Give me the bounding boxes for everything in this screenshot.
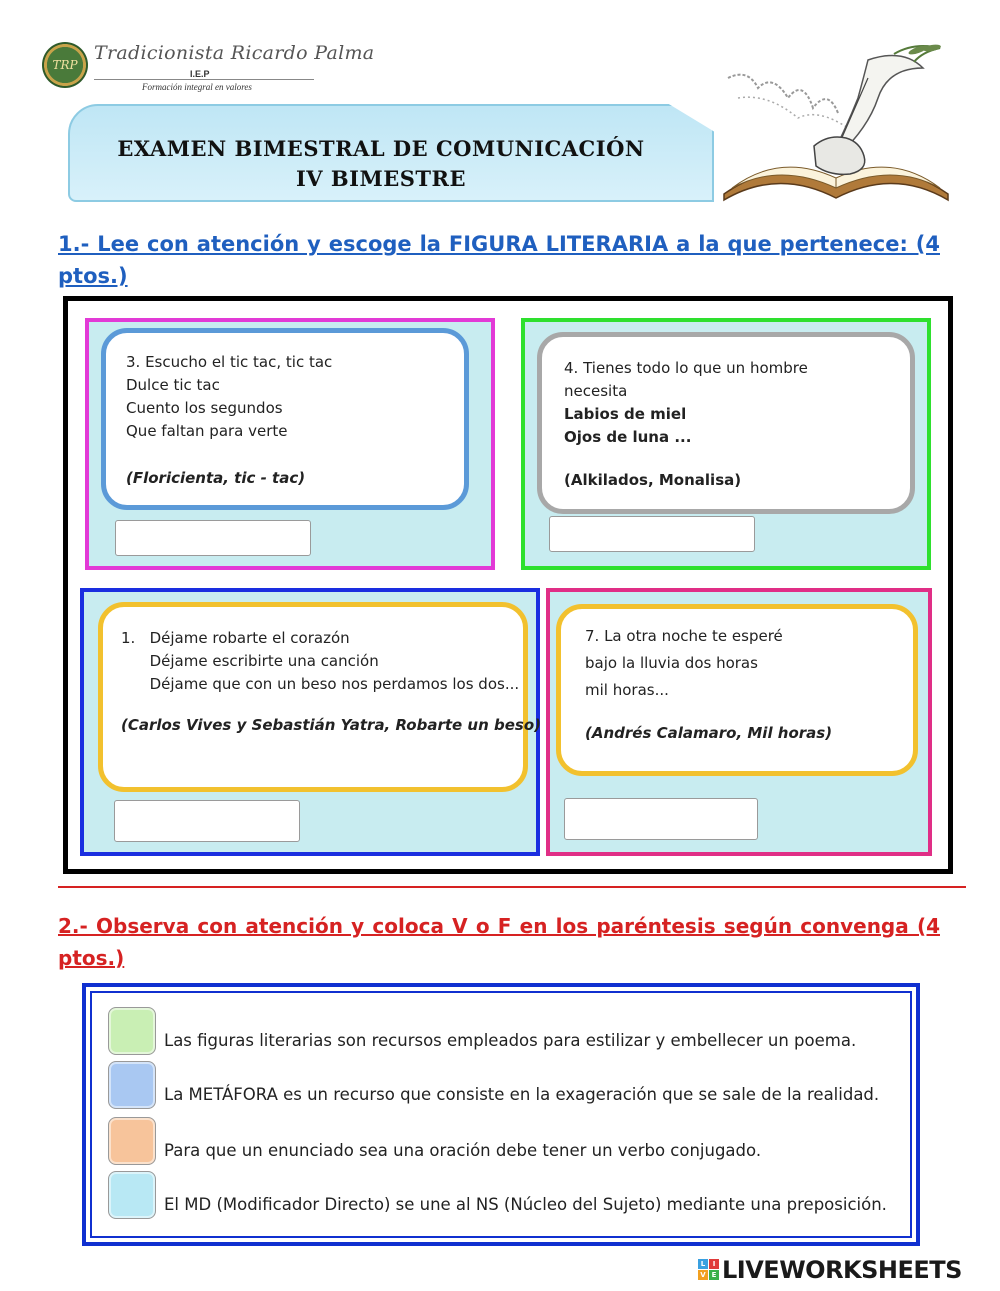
answer-box[interactable]	[108, 1007, 156, 1055]
poem-text: 4. Tienes todo lo que un hombre necesita Labios de miel Ojos de luna ... (Alkilados, Monalisa)	[564, 359, 808, 489]
poem-card	[98, 602, 541, 792]
card-panel	[85, 318, 495, 570]
liveworksheets-grid-icon: L I V E	[698, 1259, 720, 1281]
school-seal-icon: TRP	[42, 42, 88, 88]
book-quill-icon	[718, 38, 954, 206]
card-panel	[546, 588, 932, 856]
statement-text: Las figuras literarias son recursos empleados para estilizar y embellecer un poema.	[164, 1031, 857, 1050]
section-divider	[58, 886, 966, 888]
answer-input[interactable]	[564, 798, 758, 840]
answer-box[interactable]	[108, 1117, 156, 1165]
school-name: Tradicionista Ricardo Palma	[94, 42, 375, 64]
poem-text: 7. La otra noche te esperé bajo la lluvia dos horas mil horas... (Andrés Calamaro, Mil horas)	[585, 627, 833, 742]
logo-divider	[94, 79, 314, 80]
exam-subtitle: IV BIMESTRE	[295, 166, 466, 191]
statement-row	[92, 1007, 912, 1059]
question1-heading: 1.- Lee con atención y escoge la FIGURA LITERARIA a la que pertenece: (4 ptos.)	[58, 232, 940, 288]
poem-text: 1. Déjame robarte el corazón Déjame escribirte una canción Déjame que con un beso nos perdamos los dos... (Carlos Vives y Sebastián Yatra, Robarte un beso)	[121, 629, 541, 734]
activity1-frame	[63, 296, 953, 874]
exam-title: EXAMEN BIMESTRAL DE COMUNICACIÓN	[117, 136, 645, 161]
statement-text: El MD (Modificador Directo) se une al NS (Núcleo del Sujeto) mediante una preposición.	[164, 1195, 887, 1214]
answer-input[interactable]	[114, 800, 300, 842]
question2-heading: 2.- Observa con atención y coloca V o F en los paréntesis según convenga (4 ptos.)	[58, 914, 940, 970]
poem-text: 3. Escucho el tic tac, tic tac Dulce tic tac Cuento los segundos Que faltan para verte (Floricienta, tic - tac)	[126, 353, 333, 487]
school-motto: Formación integral en valores	[142, 82, 252, 92]
statement-text: Para que un enunciado sea una oración debe tener un verbo conjugado.	[164, 1141, 762, 1160]
statement-row	[92, 1061, 912, 1113]
statement-row	[92, 1171, 912, 1223]
activity2-inner	[90, 991, 912, 1238]
answer-input[interactable]	[115, 520, 311, 556]
school-type: I.E.P	[190, 69, 210, 79]
activity2-frame	[82, 983, 920, 1246]
statement-row	[92, 1117, 912, 1169]
card-panel	[80, 588, 540, 856]
poem-card	[556, 604, 918, 776]
statement-text: La METÁFORA es un recurso que consiste en la exageración que se sale de la realidad.	[164, 1085, 880, 1104]
liveworksheets-logo	[698, 1256, 994, 1286]
school-logo	[42, 40, 375, 100]
answer-box[interactable]	[108, 1171, 156, 1219]
answer-box[interactable]	[108, 1061, 156, 1109]
answer-input[interactable]	[549, 516, 755, 552]
poem-card	[101, 328, 469, 510]
poem-card	[537, 332, 915, 514]
card-panel	[521, 318, 931, 570]
liveworksheets-brand: LIVEWORKSHEETS	[722, 1256, 962, 1284]
